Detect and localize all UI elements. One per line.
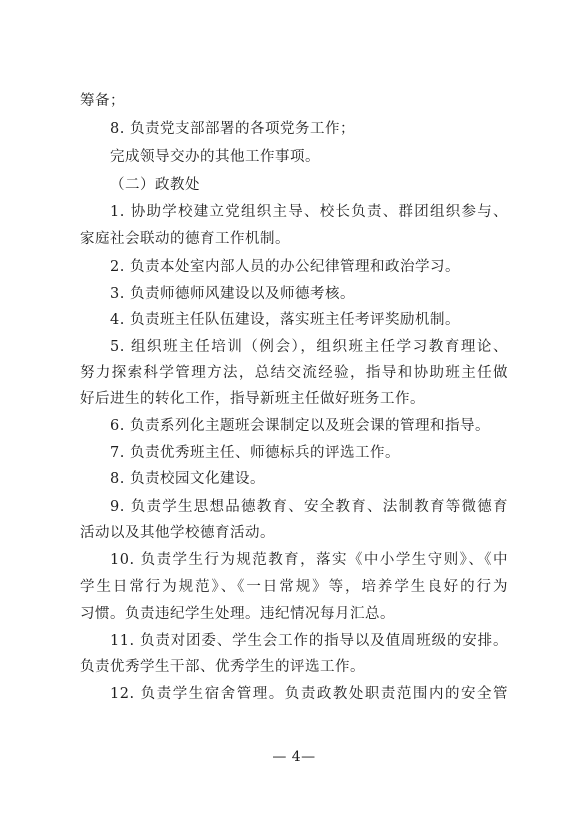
text-line: 4. 负责班主任队伍建设，落实班主任考评奖励机制。 [110,312,460,328]
text-line: 2. 负责本处室内部人员的办公纪律管理和政治学习。 [110,259,460,275]
text-line: 5. 组织班主任培训（例会），组织班主任学习教育理论、 [110,339,508,355]
text-line: 负责优秀学生干部、优秀学生的评选工作。 [80,659,365,675]
text-line: 11. 负责对团委、学生会工作的指导以及值周班级的安排。 [110,633,508,649]
text-line: 1. 协助学校建立党组织主导、校长负责、群团组织参与、 [110,204,508,220]
text-line: 8. 负责校园文化建设。 [110,471,265,487]
text-line: 活动以及其他学校德育活动。 [80,525,275,541]
text-line: 努力探索科学管理方法，总结交流经验，指导和协助班主任做 [80,365,508,381]
text-line: 12. 负责学生宿舍管理。负责政教处职责范围内的安全管 [110,686,508,702]
text-line: 筹备； [80,93,125,109]
text-line: 9. 负责学生思想品德教育、安全教育、法制教育等微德育 [110,499,508,515]
text-line: 完成领导交办的其他工作事项。 [110,149,320,165]
text-line: 家庭社会联动的德育工作机制。 [80,231,290,247]
text-line: 8. 负责党支部部署的各项党务工作； [110,121,355,137]
text-line: 习惯。负责违纪学生处理。违纪情况每月汇总。 [80,606,395,622]
text-line: 10. 负责学生行为规范教育，落实《中小学生守则》、《中 [110,552,508,568]
page-number: — 4— [272,749,316,765]
text-line: 3. 负责师德师风建设以及师德考核。 [110,286,355,302]
text-line: 6. 负责系列化主题班会课制定以及班会课的管理和指导。 [110,418,490,434]
text-line: 学生日常行为规范》、《一日常规》等，培养学生良好的行为 [80,579,508,595]
section-heading: （二）政教处 [110,177,200,193]
text-line: 好后进生的转化工作，指导新班主任做好班务工作。 [80,391,425,407]
text-line: 7. 负责优秀班主任、师德标兵的评选工作。 [110,445,400,461]
